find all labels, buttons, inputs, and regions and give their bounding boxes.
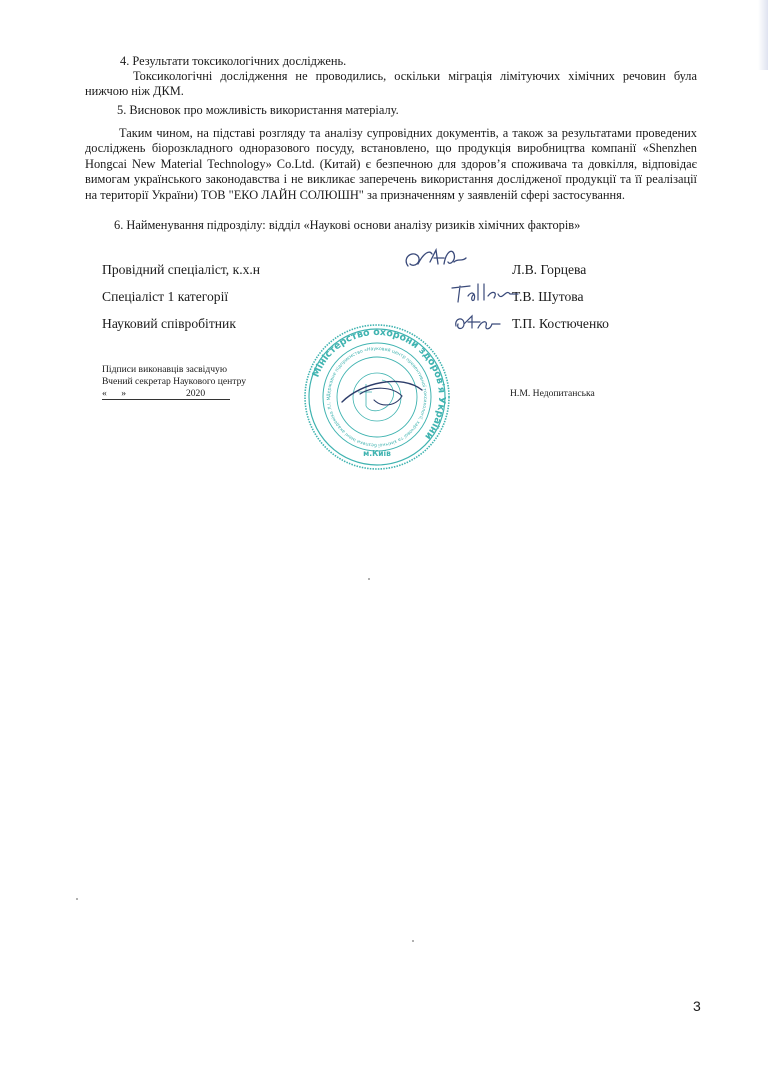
certification-date: « » 2020 (102, 388, 206, 399)
date-underline (102, 399, 230, 400)
section-6-text: 6. Найменування підрозділу: відділ «Наукові основи аналізу ризиків хімічних факторів» (114, 218, 581, 232)
section-4-paragraph: Токсикологічні дослідження не проводились, оскільки міграція лімітуючих хімічних речовин була нижчою ніж ДКМ. (85, 69, 697, 99)
stamp-signature (342, 381, 422, 402)
section-4-heading: 4. Результати токсикологічних досліджень. (120, 54, 347, 68)
page-number: 3 (693, 998, 701, 1014)
signature-kostiuchenko (452, 312, 502, 334)
certification-name: Н.М. Недопитанська (510, 388, 595, 399)
signature-gortseva (400, 244, 470, 276)
stamp-outer-text: Міністерство охорони здоров'я України (310, 326, 448, 442)
section-5-paragraph: Таким чином, на підставі розгляду та аналізу супровідних документів, а також за результатами проведених досліджень біорозкладного одноразового посуду, встановлено, що продукція виробництва компанії «Shenzhen Hongcai New Material Technology» Co.Ltd. (Китай) є безпечною для здоров’я споживача та довкілля, відповідає вимогам українського законодавства і не викликає заперечень використання дослідженої продукції та її реалізації на території України) ТОВ "ЕКО ЛАЙН СОЛЮШН" за призначенням у заявленій сфері застосування. (85, 126, 697, 202)
certification-line-2: Вчений секретар Наукового центру (102, 376, 247, 387)
certification-date-line (102, 388, 205, 400)
signatory-1-name: Л.В. Горцева (512, 262, 587, 277)
signatory-3-name: Т.П. Костюченко (512, 316, 609, 331)
signatory-3-position: Науковий співробітник (102, 316, 236, 331)
signatory-2-position: Спеціаліст 1 категорії (102, 289, 229, 304)
section-4-text-block (85, 69, 697, 100)
official-stamp (302, 322, 452, 472)
scan-speck (412, 940, 414, 942)
signature-shutova (448, 280, 520, 306)
stamp-city: м.Київ (363, 449, 391, 458)
signatory-1-position: Провідний спеціаліст, к.х.н (102, 262, 261, 277)
scan-speck (76, 898, 78, 900)
certification-line-1: Підписи виконавців засвідчую (102, 364, 227, 375)
scan-speck (368, 578, 370, 580)
scan-edge-shadow (758, 0, 768, 70)
section-5-heading: 5. Висновок про можливість використання матеріалу. (117, 103, 399, 117)
stamp-inner-text: Державне підприємство «Науковий центр превентивної токсикології, харчової та хімічної безпеки імені академіка Л.І. М (326, 346, 428, 448)
signatory-2-name: Т.В. Шутова (512, 289, 584, 304)
section-5-text-block (85, 126, 697, 203)
